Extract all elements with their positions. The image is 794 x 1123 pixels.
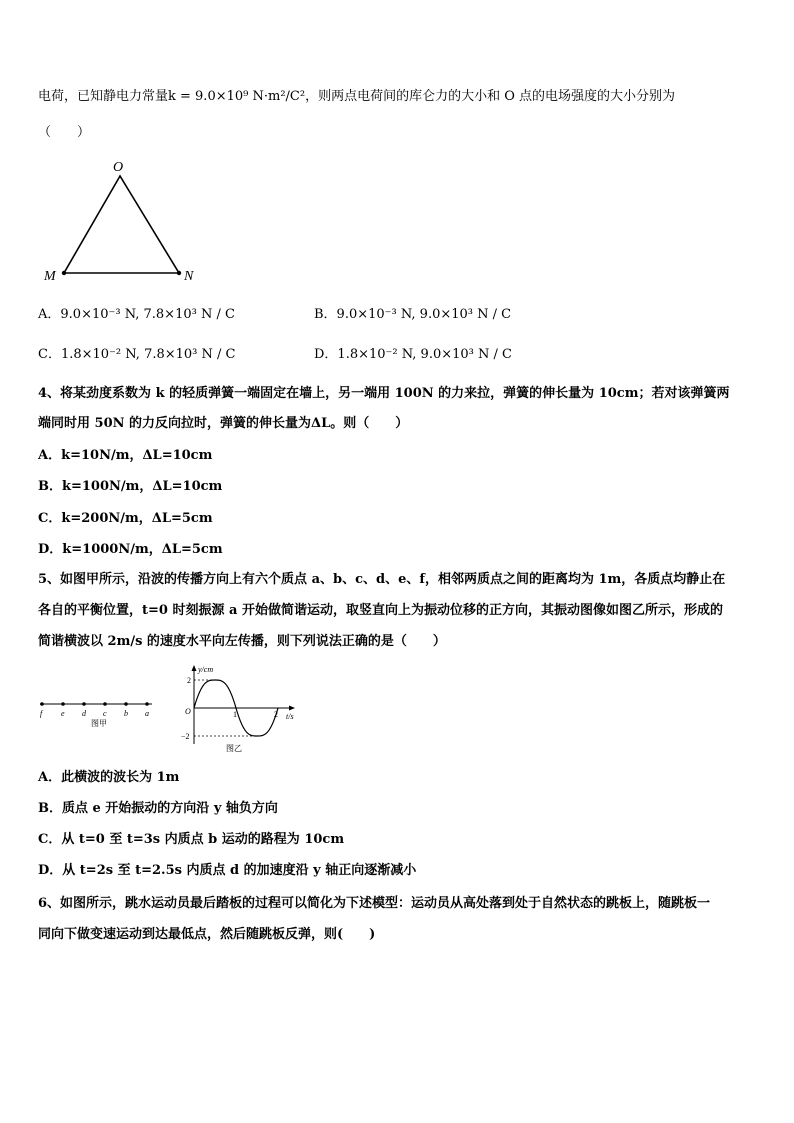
q3-option-a: A．9.0×10⁻³ N, 7.8×10³ N / C [38, 307, 235, 322]
label-m: M [44, 269, 56, 284]
q4-option-d: D．k=1000N/m，ΔL=5cm [38, 542, 223, 557]
fig-b-tick-y-pos: 2 [187, 676, 191, 685]
q3-line1: 电荷，已知静电力常量k = 9.0×10⁹ N·m²/C²，则两点电荷间的库仑力的大小和 O 点的电场强度的大小分别为 [38, 89, 675, 104]
fig-a-caption: 图甲 [91, 719, 107, 728]
point-c: c [103, 709, 107, 718]
fig-b-ylabel: y/cm [198, 665, 214, 674]
fig-b [180, 662, 305, 754]
q4-option-a: A．k=10N/m，ΔL=10cm [38, 448, 213, 463]
q5-option-b: B．质点 e 开始振动的方向沿 y 轴负方向 [38, 801, 278, 816]
q5-line1: 5、如图甲所示，沿波的传播方向上有六个质点 a、b、c、d、e、f，相邻两质点之间的距离均为 1m，各质点均静止在 [38, 572, 726, 587]
triangle-figure [38, 156, 208, 286]
q3-paren: （ ） [38, 125, 91, 140]
q4-line1: 4、将某劲度系数为 k 的轻质弹簧一端固定在墙上，另一端用 100N 的力来拉，弹簧的伸长量为 10cm；若对该弹簧两 [38, 386, 730, 401]
q4-option-c: C．k=200N/m，ΔL=5cm [38, 511, 213, 526]
point-f: f [40, 709, 43, 718]
label-o: O [113, 160, 124, 175]
q3-option-d: D．1.8×10⁻² N, 9.0×10³ N / C [314, 347, 512, 362]
q5-option-c: C．从 t=0 至 t=3s 内质点 b 运动的路程为 10cm [38, 832, 345, 847]
fig-a [36, 695, 158, 730]
fig-b-tick-y-neg: −2 [181, 732, 190, 741]
q5-option-d: D．从 t=2s 至 t=2.5s 内质点 d 的加速度沿 y 轴正向逐渐减小 [38, 863, 417, 878]
fig-b-tick-x1: 1 [233, 710, 237, 719]
fig-b-origin: O [185, 707, 191, 716]
fig-b-xlabel: t/s [286, 712, 294, 721]
q6-line2: 同向下做变速运动到达最低点，然后随跳板反弹，则( ) [38, 927, 376, 942]
point-b: b [124, 709, 128, 718]
q3-option-c: C．1.8×10⁻² N, 7.8×10³ N / C [38, 347, 236, 362]
label-n: N [184, 269, 194, 284]
q4-option-b: B．k=100N/m，ΔL=10cm [38, 479, 223, 494]
point-a: a [145, 709, 149, 718]
q5-line2: 各自的平衡位置，t=0 时刻振源 a 开始做简谐运动，取竖直向上为振动位移的正方向，其振动图像如图乙所示，形成的 [38, 603, 723, 618]
fig-b-caption: 图乙 [226, 744, 242, 753]
q4-line2: 端同时用 50N 的力反向拉时，弹簧的伸长量为ΔL。则（ ） [38, 416, 409, 431]
point-e: e [61, 709, 65, 718]
q6-line1: 6、如图所示，跳水运动员最后踏板的过程可以简化为下述模型：运动员从高处落到处于自然状态的跳板上，随跳板一 [38, 896, 711, 911]
fig-b-tick-x2: 2 [274, 710, 278, 719]
point-d: d [82, 709, 86, 718]
q5-line3: 简谐横波以 2m/s 的速度水平向左传播，则下列说法正确的是（ ） [38, 634, 446, 649]
q5-option-a: A．此横波的波长为 1m [38, 770, 180, 785]
q3-option-b: B．9.0×10⁻³ N, 9.0×10³ N / C [314, 307, 512, 322]
